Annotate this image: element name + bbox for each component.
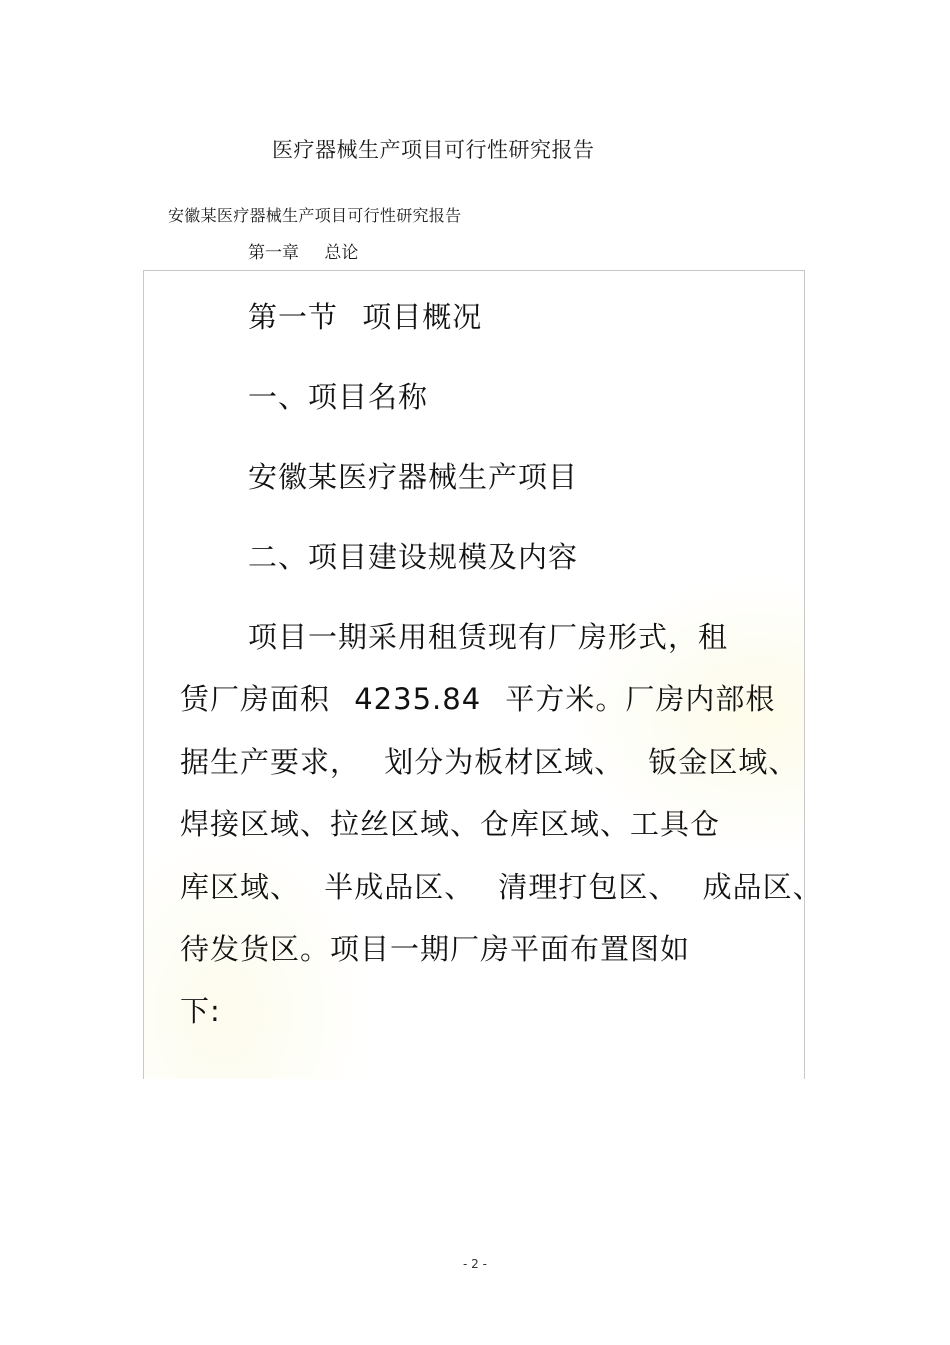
paragraph-line: 下: [180, 994, 221, 1028]
chapter-heading: 第一章 总论 [248, 243, 359, 263]
paragraph-line: 库区域、 半成品区、 清理打包区、 成品区、 [180, 870, 823, 904]
document-subtitle: 安徽某医疗器械生产项目可行性研究报告 [168, 206, 462, 225]
paragraph-line: 赁厂房面积 4235.84 平方米。厂房内部根 [180, 682, 776, 716]
paragraph-line: 焊接区域、拉丝区域、仓库区域、工具仓 [180, 807, 721, 841]
item1-heading: 一、项目名称 [248, 380, 429, 414]
section-heading: 第一节 项目概况 [248, 300, 483, 334]
paragraph-line: 据生产要求， 划分为板材区域、 钣金区域、 [180, 745, 799, 779]
paragraph-line: 项目一期采用租赁现有厂房形式，租 [248, 620, 729, 654]
page-number: - 2 - [463, 1257, 487, 1271]
document-title: 医疗器械生产项目可行性研究报告 [272, 138, 595, 162]
project-name-text: 安徽某医疗器械生产项目 [248, 460, 579, 494]
item2-heading: 二、项目建设规模及内容 [248, 540, 579, 574]
paragraph-line: 待发货区。项目一期厂房平面布置图如 [180, 932, 691, 966]
